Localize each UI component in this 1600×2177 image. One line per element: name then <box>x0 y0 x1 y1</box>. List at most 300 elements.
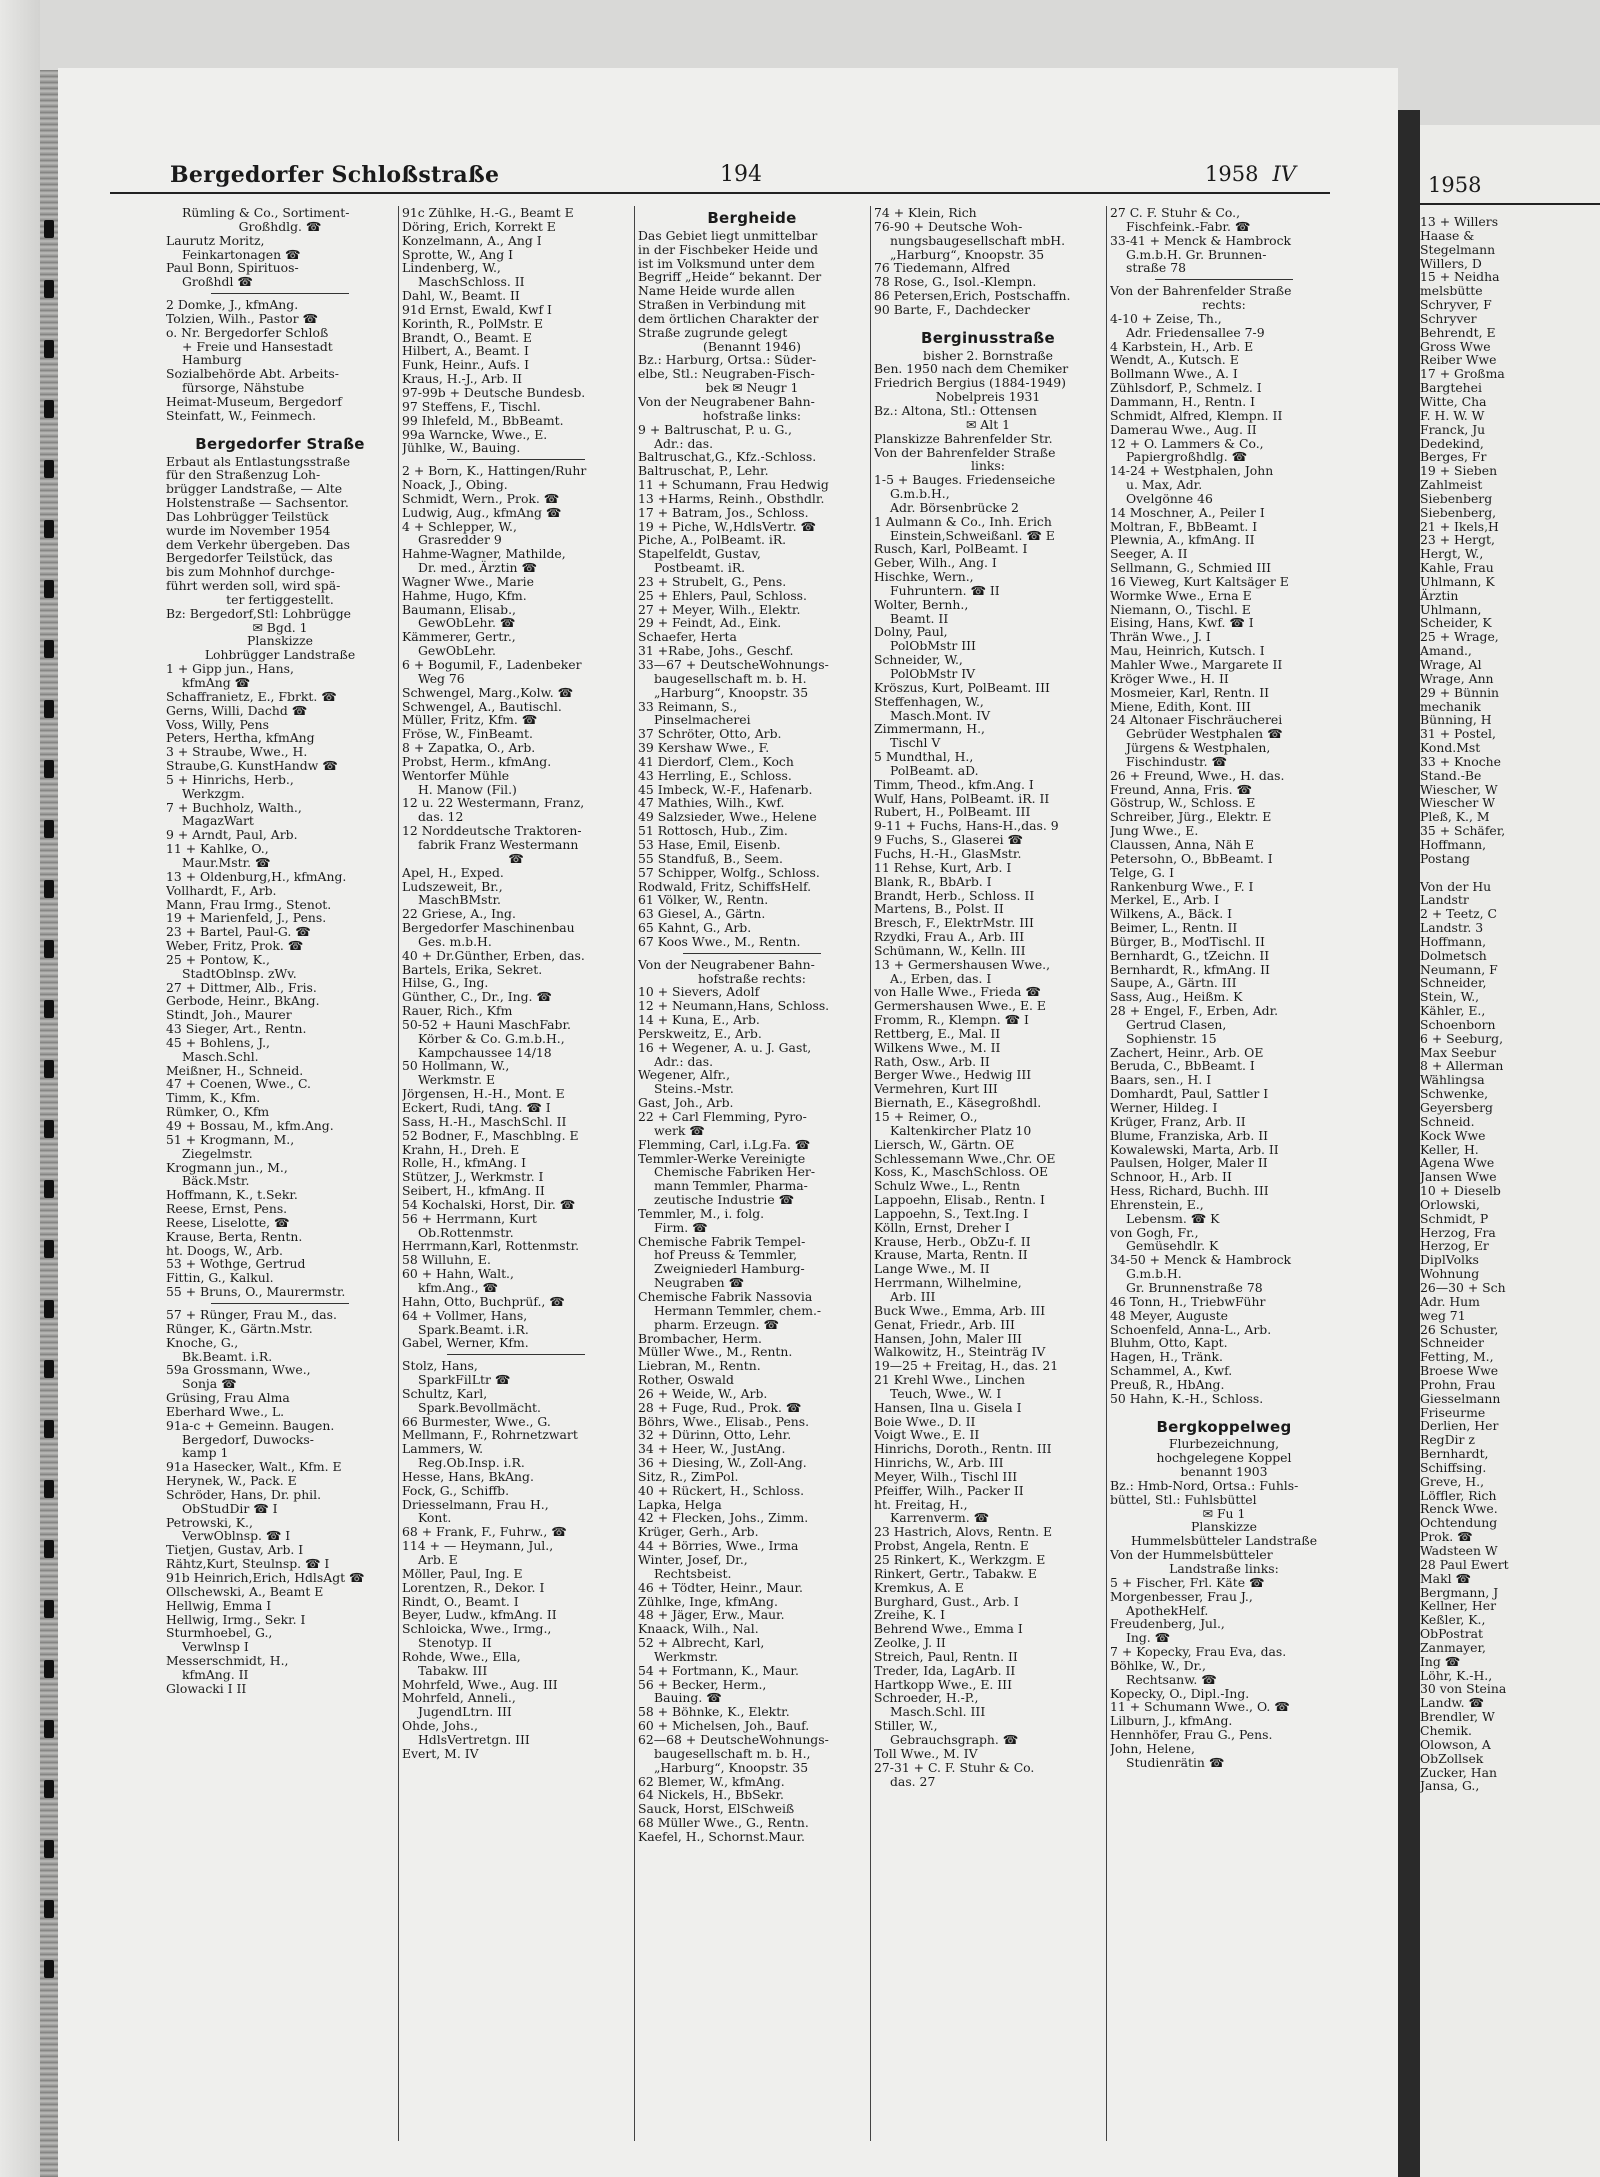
directory-entry-line: Winter, Josef, Dr., <box>638 1552 748 1567</box>
directory-entry-line: 91d Ernst, Ewald, Kwf I <box>402 301 552 317</box>
directory-entry-line: 11 + Schumann Wwe., O. ☎ <box>1110 1699 1290 1715</box>
directory-entry-line: Arb. III <box>890 1288 936 1304</box>
directory-entry-line: Wilkens, A., Bäck. I <box>1110 906 1232 922</box>
directory-entry-line: + Freie und Hansestadt <box>182 338 333 354</box>
directory-entry-line: Liebran, M., Rentn. <box>638 1358 761 1374</box>
directory-entry-line: Hilse, G., Ing. <box>402 975 489 991</box>
adjacent-entry-line: Siebenberg, <box>1420 504 1497 520</box>
directory-entry-line: Merkel, E., Arb. I <box>1110 892 1220 908</box>
directory-entry-line: 1-5 + Bauges. Friedenseiche <box>874 472 1056 488</box>
directory-entry-line: HdlsVertretgn. III <box>418 1731 530 1747</box>
directory-entry-line: Noack, J., Obing. <box>402 477 508 493</box>
directory-entry-line: 12 u. 22 Westermann, Franz, <box>402 795 585 811</box>
directory-entry-line: Lappoehn, S., Text.Ing. I <box>874 1205 1029 1221</box>
directory-entry-line: Berger Wwe., Hedwig III <box>874 1067 1032 1083</box>
directory-entry-line: 37 Schröter, Otto, Arb. <box>638 726 782 742</box>
adjacent-entry-line: Uhlmann, K <box>1420 573 1495 589</box>
adjacent-page <box>1420 125 1600 2177</box>
adjacent-entry-line: 29 + Bünnin <box>1420 684 1500 700</box>
directory-entry-line: 55 Standfuß, B., Seem. <box>638 850 783 866</box>
directory-entry-line: Treder, Ida, LagArb. II <box>874 1662 1016 1678</box>
directory-entry-line: Gebrauchsgraph. ☎ <box>890 1731 1019 1747</box>
directory-entry-line: 53 Hase, Emil, Eisenb. <box>638 836 781 852</box>
directory-entry-line: Schroeder, H.-P., <box>874 1690 979 1706</box>
spine-mark <box>44 1420 54 1438</box>
directory-entry-line: Dammann, H., Rentn. I <box>1110 393 1256 409</box>
directory-entry-line: G.m.b.H. <box>1126 1266 1182 1282</box>
directory-entry-line: Straße zugrunde gelegt <box>638 324 788 340</box>
directory-entry-line: Toll Wwe., M. IV <box>874 1745 978 1761</box>
directory-entry-line: Voss, Willy, Pens <box>166 716 269 732</box>
directory-entry-line: 47 Mathies, Wilh., Kwf. <box>638 795 785 811</box>
directory-entry-line: 50-52 + Hauni MaschFabr. <box>402 1016 571 1032</box>
directory-entry-line: Studienrätin ☎ <box>1126 1754 1225 1770</box>
directory-entry-line: Müller Wwe., M., Rentn. <box>638 1344 793 1360</box>
spine-mark <box>44 340 54 358</box>
page-number: 194 <box>720 162 762 187</box>
adjacent-entry-line: Franck, Ju <box>1420 421 1486 437</box>
directory-entry-line: pharm. Erzeugn. ☎ <box>654 1316 779 1332</box>
directory-entry-line: 1 + Gipp jun., Hans, <box>166 661 294 677</box>
directory-entry-line: Werkzgm. <box>182 785 245 801</box>
directory-entry-line: o. Nr. Bergedorfer Schloß <box>166 324 329 340</box>
directory-entry-line: Rusch, Karl, PolBeamt. I <box>874 541 1028 557</box>
directory-entry-line: Kremkus, A. E <box>874 1579 964 1595</box>
directory-entry-line: 62 Blemer, W., kfmAng. <box>638 1773 785 1789</box>
adjacent-entry-line: 26 Schuster, <box>1420 1321 1499 1337</box>
directory-entry-line: kamp 1 <box>182 1445 229 1461</box>
directory-entry-line: Ovelgönne 46 <box>1126 490 1213 506</box>
directory-entry-line: 5 + Fischer, Frl. Käte ☎ <box>1110 1574 1265 1590</box>
directory-entry-line: Nobelpreis 1931 <box>935 389 1041 405</box>
directory-entry-line: 25 Rinkert, K., Werkzgm. E <box>874 1552 1046 1567</box>
adjacent-entry-line: mechanik <box>1420 698 1481 714</box>
directory-entry-line: 57 Schipper, Wolfg., Schloss. <box>638 864 820 880</box>
directory-entry-line: 9 + Baltruschat, P. u. G., <box>638 421 792 437</box>
directory-entry-line: 13 + Oldenburg,H., kfmAng. <box>166 868 347 884</box>
directory-entry-line: Stützer, J., Werkmstr. I <box>402 1169 544 1185</box>
directory-entry-line: Bergedorfer Teilstück, das <box>166 550 333 566</box>
directory-entry-line: Neugraben ☎ <box>654 1275 745 1291</box>
adjacent-entry-line: Stein, W., <box>1420 989 1480 1005</box>
directory-entry-line: StadtOblnsp. zWv. <box>182 965 297 981</box>
book-spine <box>40 70 58 2177</box>
directory-entry-line: Verwlnsp I <box>182 1639 249 1655</box>
directory-entry-line: 91a-c + Gemeinn. Baugen. <box>166 1417 335 1433</box>
directory-entry-line: Kröszus, Kurt, PolBeamt. III <box>874 679 1050 695</box>
directory-entry-line: 19 + Piche, W.,HdlsVertr. ☎ <box>638 518 816 534</box>
directory-entry-line: Postbeamt. iR. <box>654 560 746 576</box>
directory-entry-line: kfmAng ☎ <box>182 675 251 690</box>
directory-entry-line: 91b Heinrich,Erich, HdlsAgt ☎ <box>166 1570 365 1585</box>
directory-entry-line: 7 + Buchholz, Walth., <box>166 799 302 815</box>
directory-entry-line: 54 Kochalski, Horst, Dir. ☎ <box>402 1196 576 1212</box>
directory-entry-line: Hahme, Hugo, Kfm. <box>402 587 527 603</box>
adjacent-entry-line: 8 + Allerman <box>1420 1058 1504 1074</box>
directory-entry-line: 41 Dierdorf, Clem., Koch <box>638 753 794 769</box>
spine-mark <box>44 1360 54 1378</box>
directory-entry-line: 76-90 + Deutsche Woh- <box>874 218 1023 234</box>
adjacent-entry-line: Wiescher, W <box>1420 781 1498 797</box>
directory-entry-line: Paulsen, Holger, Maler II <box>1110 1155 1268 1171</box>
directory-entry-line: 4 Karbstein, H., Arb. E <box>1110 338 1254 354</box>
adjacent-entry-line: Stand.-Be <box>1420 767 1482 783</box>
directory-entry-line: Steins.-Mstr. <box>654 1081 734 1097</box>
directory-entry-line: Liersch, W., Gärtn. OE <box>874 1136 1015 1152</box>
directory-entry-line: Laurutz Moritz, <box>166 232 265 248</box>
directory-entry-line: Körber & Co. G.m.b.H., <box>418 1030 565 1046</box>
directory-entry-line: 33—67 + DeutscheWohnungs- <box>638 657 829 672</box>
directory-entry-line: MaschBMstr. <box>418 892 501 908</box>
adjacent-entry-line: Scheider, K <box>1420 615 1492 631</box>
adjacent-entry-line: Greve, H., <box>1420 1473 1485 1489</box>
directory-entry-line: Fromm, R., Klempn. ☎ I <box>874 1012 1029 1028</box>
directory-entry-line: 16 + Wegener, A. u. J. Gast, <box>638 1039 812 1055</box>
directory-entry-line: Mann, Frau Irmg., Stenot. <box>166 896 332 912</box>
directory-entry-line: ter fertiggestellt. <box>226 591 334 607</box>
directory-entry-line: Stenotyp. II <box>418 1635 492 1651</box>
directory-entry-line: Wormke Wwe., Erna E <box>1110 587 1252 603</box>
adjacent-entry-line: Löffler, Rich <box>1420 1487 1497 1503</box>
directory-entry-line: Fröse, W., FinBeamt. <box>402 726 533 742</box>
spine-mark <box>44 1060 54 1078</box>
adjacent-entry-line: Schoenborn <box>1420 1016 1496 1032</box>
spine-mark <box>44 700 54 718</box>
directory-entry-line: ht. Freitag, H., <box>874 1496 968 1512</box>
directory-entry-line: Göstrup, W., Schloss. E <box>1110 795 1256 811</box>
adjacent-entry-line: Olowson, A <box>1420 1736 1491 1752</box>
adjacent-entry-line: Agena Wwe <box>1420 1155 1495 1171</box>
adjacent-entry-line: Bünning, H <box>1420 712 1492 728</box>
adjacent-entry-line: Friseurme <box>1420 1404 1486 1420</box>
directory-entry-line: 26 + Weide, W., Arb. <box>638 1385 768 1401</box>
directory-entry-line: Burghard, Gust., Arb. I <box>874 1593 1019 1609</box>
directory-entry-line: Heimat-Museum, Bergedorf <box>166 393 342 409</box>
directory-entry-line: 11 Rehse, Kurt, Arb. I <box>874 859 1012 875</box>
directory-entry-line: Schlessemann Wwe.,Chr. OE <box>874 1150 1056 1166</box>
directory-column-2 <box>402 206 630 2146</box>
directory-entry-line: Hinrichs, W., Arb. III <box>874 1455 1004 1471</box>
directory-entry-line: hofstraße links: <box>702 407 802 423</box>
directory-entry-line: dem örtlichen Charakter der <box>638 310 819 326</box>
directory-entry-line: 10 + Sievers, Adolf <box>638 984 760 1000</box>
spacer <box>874 317 1102 326</box>
adjacent-entry-line: Wrage, Ann <box>1420 670 1494 686</box>
directory-entry-line: Lilburn, J., kfmAng. <box>1110 1713 1233 1729</box>
year-label: 1958 <box>1205 162 1259 186</box>
directory-entry-line: mann Temmler, Pharma- <box>654 1178 808 1194</box>
directory-entry-line: Masch.Mont. IV <box>890 707 991 723</box>
directory-entry-line: Voigt Wwe., E. II <box>874 1427 980 1443</box>
page-gutter-shadow <box>1398 110 1420 2177</box>
adjacent-entry-line <box>1420 866 1509 880</box>
adjacent-entry-line: melsbütte <box>1420 283 1483 299</box>
directory-entry-line: Adr. Börsenbrücke 2 <box>890 499 1019 515</box>
directory-entry-line: Bluhm, Otto, Kapt. <box>1110 1335 1228 1351</box>
directory-entry-line: kfmAng. II <box>182 1666 249 1682</box>
directory-column-1 <box>166 206 394 2146</box>
directory-entry-line: Hennhöfer, Frau G., Pens. <box>1110 1727 1273 1743</box>
adjacent-entry-line: Ochtendung <box>1420 1515 1498 1531</box>
directory-entry-line: Behrend Wwe., Emma I <box>874 1621 1023 1637</box>
directory-entry-line: 86 Petersen,Erich, Postschaffn. <box>874 288 1071 304</box>
directory-entry-line: Zweigniederl Hamburg- <box>654 1261 805 1277</box>
directory-entry-line: Bz: Bergedorf,Stl: Lohbrügge <box>166 605 352 621</box>
directory-entry-line: Zühlsdorf, P., Schmelz. I <box>1110 380 1262 396</box>
adjacent-entry-line: Dedekind, <box>1420 435 1484 451</box>
directory-entry-line: Blume, Franziska, Arb. II <box>1110 1127 1268 1143</box>
directory-entry-line: Lindenberg, W., <box>402 260 501 276</box>
directory-entry-line: Sass, H.-H., MaschSchl. II <box>402 1113 567 1129</box>
directory-entry-line: Sophienstr. 15 <box>1126 1030 1217 1046</box>
directory-entry-line: Bergedorf, Duwocks- <box>182 1431 314 1447</box>
directory-entry-line: Lorentzen, R., Dekor. I <box>402 1579 545 1595</box>
directory-entry-line: 42 + Flecken, Johs., Zimm. <box>638 1510 809 1526</box>
directory-entry-line: Bollmann Wwe., A. I <box>1110 366 1238 382</box>
directory-entry-line: 74 + Klein, Rich <box>874 206 977 220</box>
directory-entry-line: 17 + Batram, Jos., Schloss. <box>638 504 809 520</box>
directory-entry-line: Steinfatt, W., Feinmech. <box>166 407 317 423</box>
directory-entry-line: 59a Grossmann, Wwe., <box>166 1362 311 1378</box>
directory-entry-line: rechts: <box>1202 297 1246 313</box>
directory-entry-line: Glowacki I II <box>166 1680 247 1696</box>
directory-entry-line: ist im Volksmund unter dem <box>638 255 815 271</box>
directory-entry-line: Baltruschat, P., Lehr. <box>638 463 769 479</box>
adjacent-entry-line: Kond.Mst <box>1420 740 1481 756</box>
directory-entry-line: Peters, Hertha, kfmAng <box>166 730 315 746</box>
adjacent-entry-line: Hoffmann, <box>1420 933 1487 949</box>
directory-entry-line: Hoffmann, K., t.Sekr. <box>166 1187 298 1203</box>
directory-entry-line: Von der Bahrenfelder Straße <box>1110 283 1292 299</box>
directory-entry-line: fabrik Franz Westermann <box>418 836 579 852</box>
directory-entry-line: Piche, A., PolBeamt. iR. <box>638 532 787 548</box>
directory-entry-line: Vermehren, Kurt III <box>874 1081 998 1097</box>
directory-entry-line: 15 + Reimer, O., <box>874 1109 978 1124</box>
directory-entry-line: Arb. E <box>418 1552 458 1567</box>
directory-entry-line: Krause, Marta, Rentn. II <box>874 1247 1028 1263</box>
directory-entry-line: Saupe, A., Gärtn. III <box>1110 975 1237 991</box>
directory-entry-line: Wagner Wwe., Marie <box>402 573 534 589</box>
street-heading: Berginusstraße <box>921 328 1055 347</box>
adjacent-entry-line: Postang <box>1420 850 1470 866</box>
directory-entry-line: Adr. Friedensallee 7-9 <box>1126 324 1265 340</box>
directory-entry-line: Ludwig, Aug., kfmAng ☎ <box>402 504 562 520</box>
directory-entry-line: 66 Burmester, Wwe., G. <box>402 1413 551 1429</box>
directory-entry-line: Von der Bahrenfelder Straße <box>874 444 1056 460</box>
adjacent-entry-line: Witte, Cha <box>1420 393 1487 409</box>
directory-entry-line: Herrmann,Karl, Rottenmstr. <box>402 1238 580 1254</box>
directory-entry-line: Meyer, Wilh., Tischl III <box>874 1468 1018 1484</box>
directory-entry-line: 12 + O. Lammers & Co., <box>1110 435 1264 451</box>
directory-entry-line: 47 + Coenen, Wwe., C. <box>166 1076 311 1092</box>
directory-entry-line: Rindt, O., Beamt. I <box>402 1593 519 1609</box>
directory-entry-line: Streich, Paul, Rentn. II <box>874 1648 1018 1664</box>
spine-mark <box>44 1540 54 1558</box>
directory-entry-line: 57 + Rünger, Frau M., das. <box>166 1306 337 1322</box>
adjacent-entry-line: Schryver <box>1420 310 1477 326</box>
directory-entry-line: Beruda, C., BbBeamt. I <box>1110 1058 1255 1074</box>
directory-entry-line: 51 + Krogmann, M., <box>166 1131 295 1147</box>
directory-entry-line: „Harburg“, Knoopstr. 35 <box>654 1759 809 1775</box>
directory-entry-line: von Gogh, Fr., <box>1110 1224 1199 1240</box>
section-divider <box>447 1354 585 1355</box>
directory-entry-line: Rzydki, Frau A., Arb. III <box>874 929 1025 945</box>
spine-mark <box>44 1120 54 1138</box>
directory-entry-line: Bresch, F., ElektrMstr. III <box>874 915 1034 931</box>
directory-entry-line: 43 Sieger, Art., Rentn. <box>166 1021 307 1037</box>
directory-entry-line: Hinrichs, Doroth., Rentn. III <box>874 1441 1052 1457</box>
directory-entry-line: A., Erben, das. I <box>890 970 992 986</box>
directory-entry-line: GewObLehr. <box>418 643 496 659</box>
adjacent-entry-line: 19 + Sieben <box>1420 463 1498 479</box>
directory-entry-line: Apel, H., Exped. <box>402 864 504 880</box>
directory-entry-line: 5 Mundthal, H., <box>874 749 974 765</box>
adjacent-entry-line: Broese Wwe <box>1420 1363 1499 1379</box>
directory-entry-line: brügger Landstraße, — Alte <box>166 481 343 497</box>
directory-entry-line: 97 Steffens, F., Tischl. <box>402 398 541 414</box>
directory-entry-line: Martens, B., Polst. II <box>874 901 1004 917</box>
directory-entry-line: 9-11 + Fuchs, Hans-H.,das. 9 <box>874 818 1059 834</box>
directory-entry-line: von Halle Wwe., Frieda ☎ <box>874 984 1041 1000</box>
directory-entry-line: 2 + Born, K., Hattingen/Ruhr <box>402 463 587 479</box>
directory-entry-line: straße 78 <box>1126 260 1186 276</box>
directory-entry-line: Spark.Bevollmächt. <box>418 1399 541 1415</box>
directory-entry-line: John, Helene, <box>1110 1740 1195 1756</box>
adjacent-entry-line: Geyersberg <box>1420 1100 1493 1115</box>
directory-entry-line: Schloicka, Wwe., Irmg., <box>402 1621 552 1637</box>
directory-entry-line: Telge, G. I <box>1110 864 1174 880</box>
directory-entry-line: 27-31 + C. F. Stuhr & Co. <box>874 1759 1035 1775</box>
directory-entry-line: Hellwig, Irmg., Sekr. I <box>166 1611 306 1627</box>
spine-mark <box>44 1780 54 1798</box>
directory-entry-line: Holstenstraße — Sachsentor. <box>166 495 349 511</box>
spine-mark <box>44 220 54 238</box>
directory-entry-line: Steffenhagen, W., <box>874 693 984 709</box>
adjacent-entry-line: Berges, Fr <box>1420 449 1487 465</box>
directory-entry-line: Krause, Herb., ObZu-f. II <box>874 1233 1031 1249</box>
adjacent-entry-line: Fetting, M., <box>1420 1349 1494 1365</box>
directory-entry-line: für den Straßenzug Loh- <box>166 467 321 483</box>
directory-entry-line: Hansen, John, Maler III <box>874 1330 1022 1346</box>
directory-entry-line: bis zum Mohnhof durchge- <box>166 564 335 580</box>
directory-entry-line: Günther, C., Dr., Ing. ☎ <box>402 989 552 1005</box>
directory-entry-line: Schröder, Hans, Dr. phil. <box>166 1486 322 1502</box>
directory-entry-line: Jühlke, W., Bauing. <box>402 440 521 456</box>
directory-entry-line: Sonja ☎ <box>182 1376 237 1392</box>
adjacent-entry-line: Landstr. 3 <box>1420 920 1484 936</box>
spine-mark <box>44 1660 54 1678</box>
directory-entry-line: Fuhruntern. ☎ II <box>890 582 1000 598</box>
directory-entry-line: Knaack, Wilh., Nal. <box>638 1621 759 1637</box>
adjacent-entry-line: Kellner, Her <box>1420 1598 1496 1614</box>
adjacent-entry-line: Bargtehei <box>1420 380 1482 396</box>
section-divider <box>447 459 585 460</box>
directory-entry-line: G.m.b.H., <box>890 486 950 502</box>
directory-entry-line: 48 Meyer, Auguste <box>1110 1307 1229 1323</box>
adjacent-entry-line: Uhlmann, <box>1420 601 1482 617</box>
adjacent-entry-line: Wadsteen W <box>1420 1543 1498 1558</box>
adjacent-entry-line: Giesselmann <box>1420 1390 1501 1406</box>
directory-entry-line: Ludszeweit, Br., <box>402 878 503 894</box>
directory-entry-line: Möller, Paul, Ing. E <box>402 1565 523 1581</box>
directory-entry-line: Schnoor, H., Arb. II <box>1110 1169 1232 1185</box>
directory-entry-line: 52 + Albrecht, Karl, <box>638 1635 765 1651</box>
spine-mark <box>44 820 54 838</box>
adjacent-entry-line: 15 + Neidha <box>1420 269 1500 285</box>
adjacent-entry-line: Zanmayer, <box>1420 1639 1486 1655</box>
directory-entry-line: 27 + Meyer, Wilh., Elektr. <box>638 601 801 617</box>
directory-entry-line: Fuchs, H.-H., GlasMstr. <box>874 845 1022 861</box>
directory-entry-line: Krüger, Gerh., Arb. <box>638 1524 759 1540</box>
adjacent-entry-line: Von der Hu <box>1420 878 1492 894</box>
directory-entry-line: 60 + Michelsen, Joh., Bauf. <box>638 1718 810 1734</box>
directory-entry-line: Petersohn, O., BbBeamt. I <box>1110 850 1273 866</box>
directory-entry-line: Mau, Heinrich, Kutsch. I <box>1110 643 1265 659</box>
directory-entry-line: benannt 1903 <box>1180 1464 1268 1480</box>
directory-entry-line: 12 Norddeutsche Traktoren- <box>402 823 582 839</box>
directory-entry-line: 64 + Vollmer, Hans, <box>402 1307 528 1323</box>
directory-entry-line: Claussen, Anna, Näh E <box>1110 836 1255 852</box>
directory-entry-line: Thrän Wwe., J. I <box>1110 629 1211 645</box>
directory-entry-line: Rath, Osw., Arb. II <box>874 1053 990 1069</box>
directory-entry-line: Kowalewski, Marta, Arb. II <box>1110 1141 1279 1157</box>
directory-entry-line: 33 Reimann, S., <box>638 698 738 714</box>
adjacent-entry-line: Behrendt, E <box>1420 324 1496 340</box>
spine-mark <box>44 1720 54 1738</box>
directory-entry-line: 23 Hastrich, Alovs, Rentn. E <box>874 1524 1053 1540</box>
adjacent-entry-line: DiplVolks <box>1420 1252 1479 1268</box>
directory-entry-line: Rettberg, E., Mal. II <box>874 1025 1001 1041</box>
directory-entry-line: Hermann Temmler, chem.- <box>654 1302 822 1318</box>
directory-entry-line: Dr. med., Ärztin ☎ <box>418 560 537 576</box>
directory-entry-line: Reese, Ernst, Pens. <box>166 1201 288 1217</box>
directory-entry-line: elbe, Stl.: Neugraben-Fisch- <box>638 366 815 382</box>
directory-entry-line: Rolle, H., kfmAng. I <box>402 1155 527 1171</box>
directory-entry-line: 53 + Wothge, Gertrud <box>166 1256 306 1272</box>
directory-entry-line: Beamt. II <box>890 610 949 626</box>
directory-entry-line: Von der Neugrabener Bahn- <box>638 393 815 409</box>
directory-entry-line: Wegener, Alfr., <box>638 1067 731 1083</box>
adjacent-entry-line: Landw. ☎ <box>1420 1695 1484 1711</box>
directory-entry-line: Sprotte, W., Ang I <box>402 246 514 262</box>
directory-entry-line: Kämmerer, Gertr., <box>402 629 516 645</box>
adjacent-entry-line: 28 Paul Ewert <box>1420 1556 1509 1572</box>
directory-entry-line: Kraus, H.-J., Arb. II <box>402 371 523 387</box>
directory-entry-line: 67 Koos Wwe., M., Rentn. <box>638 933 801 949</box>
directory-entry-line: Konzelmann, A., Ang I <box>402 232 542 248</box>
directory-entry-line: Herrmann, Wilhelmine, <box>874 1275 1022 1291</box>
directory-entry-line: Bernhardt, R., kfmAng. II <box>1110 961 1270 977</box>
directory-entry-line: Bäck.Mstr. <box>182 1173 250 1189</box>
directory-entry-line: 50 Hahn, K.-H., Schloss. <box>1110 1390 1264 1406</box>
directory-entry-line: Rankenburg Wwe., F. I <box>1110 878 1254 894</box>
directory-entry-line: Ollschewski, A., Beamt E <box>166 1583 324 1599</box>
directory-entry-line: 58 Willuhn, E. <box>402 1252 491 1268</box>
directory-entry-line: Großhdlg. ☎ <box>238 218 322 234</box>
directory-entry-line: Schreiber, Jürg., Elektr. E <box>1110 809 1272 825</box>
spacer <box>166 423 394 432</box>
spine-mark <box>44 1480 54 1498</box>
directory-entry-line: 46 + Tödter, Heinr., Maur. <box>638 1579 803 1595</box>
directory-entry-line: Das Gebiet liegt unmittelbar <box>638 227 818 243</box>
directory-entry-line: Sturmhoebel, G., <box>166 1625 273 1641</box>
adjacent-entry-line: Wiescher W <box>1420 795 1496 811</box>
directory-entry-line: Teuch, Wwe., W. I <box>890 1385 1002 1401</box>
directory-entry-line: Bk.Beamt. i.R. <box>182 1348 273 1364</box>
directory-entry-line: Schwengel, A., Bautischl. <box>402 698 562 714</box>
directory-entry-line: 39 Kershaw Wwe., F. <box>638 740 770 756</box>
directory-entry-line: Planskizze <box>247 633 313 649</box>
